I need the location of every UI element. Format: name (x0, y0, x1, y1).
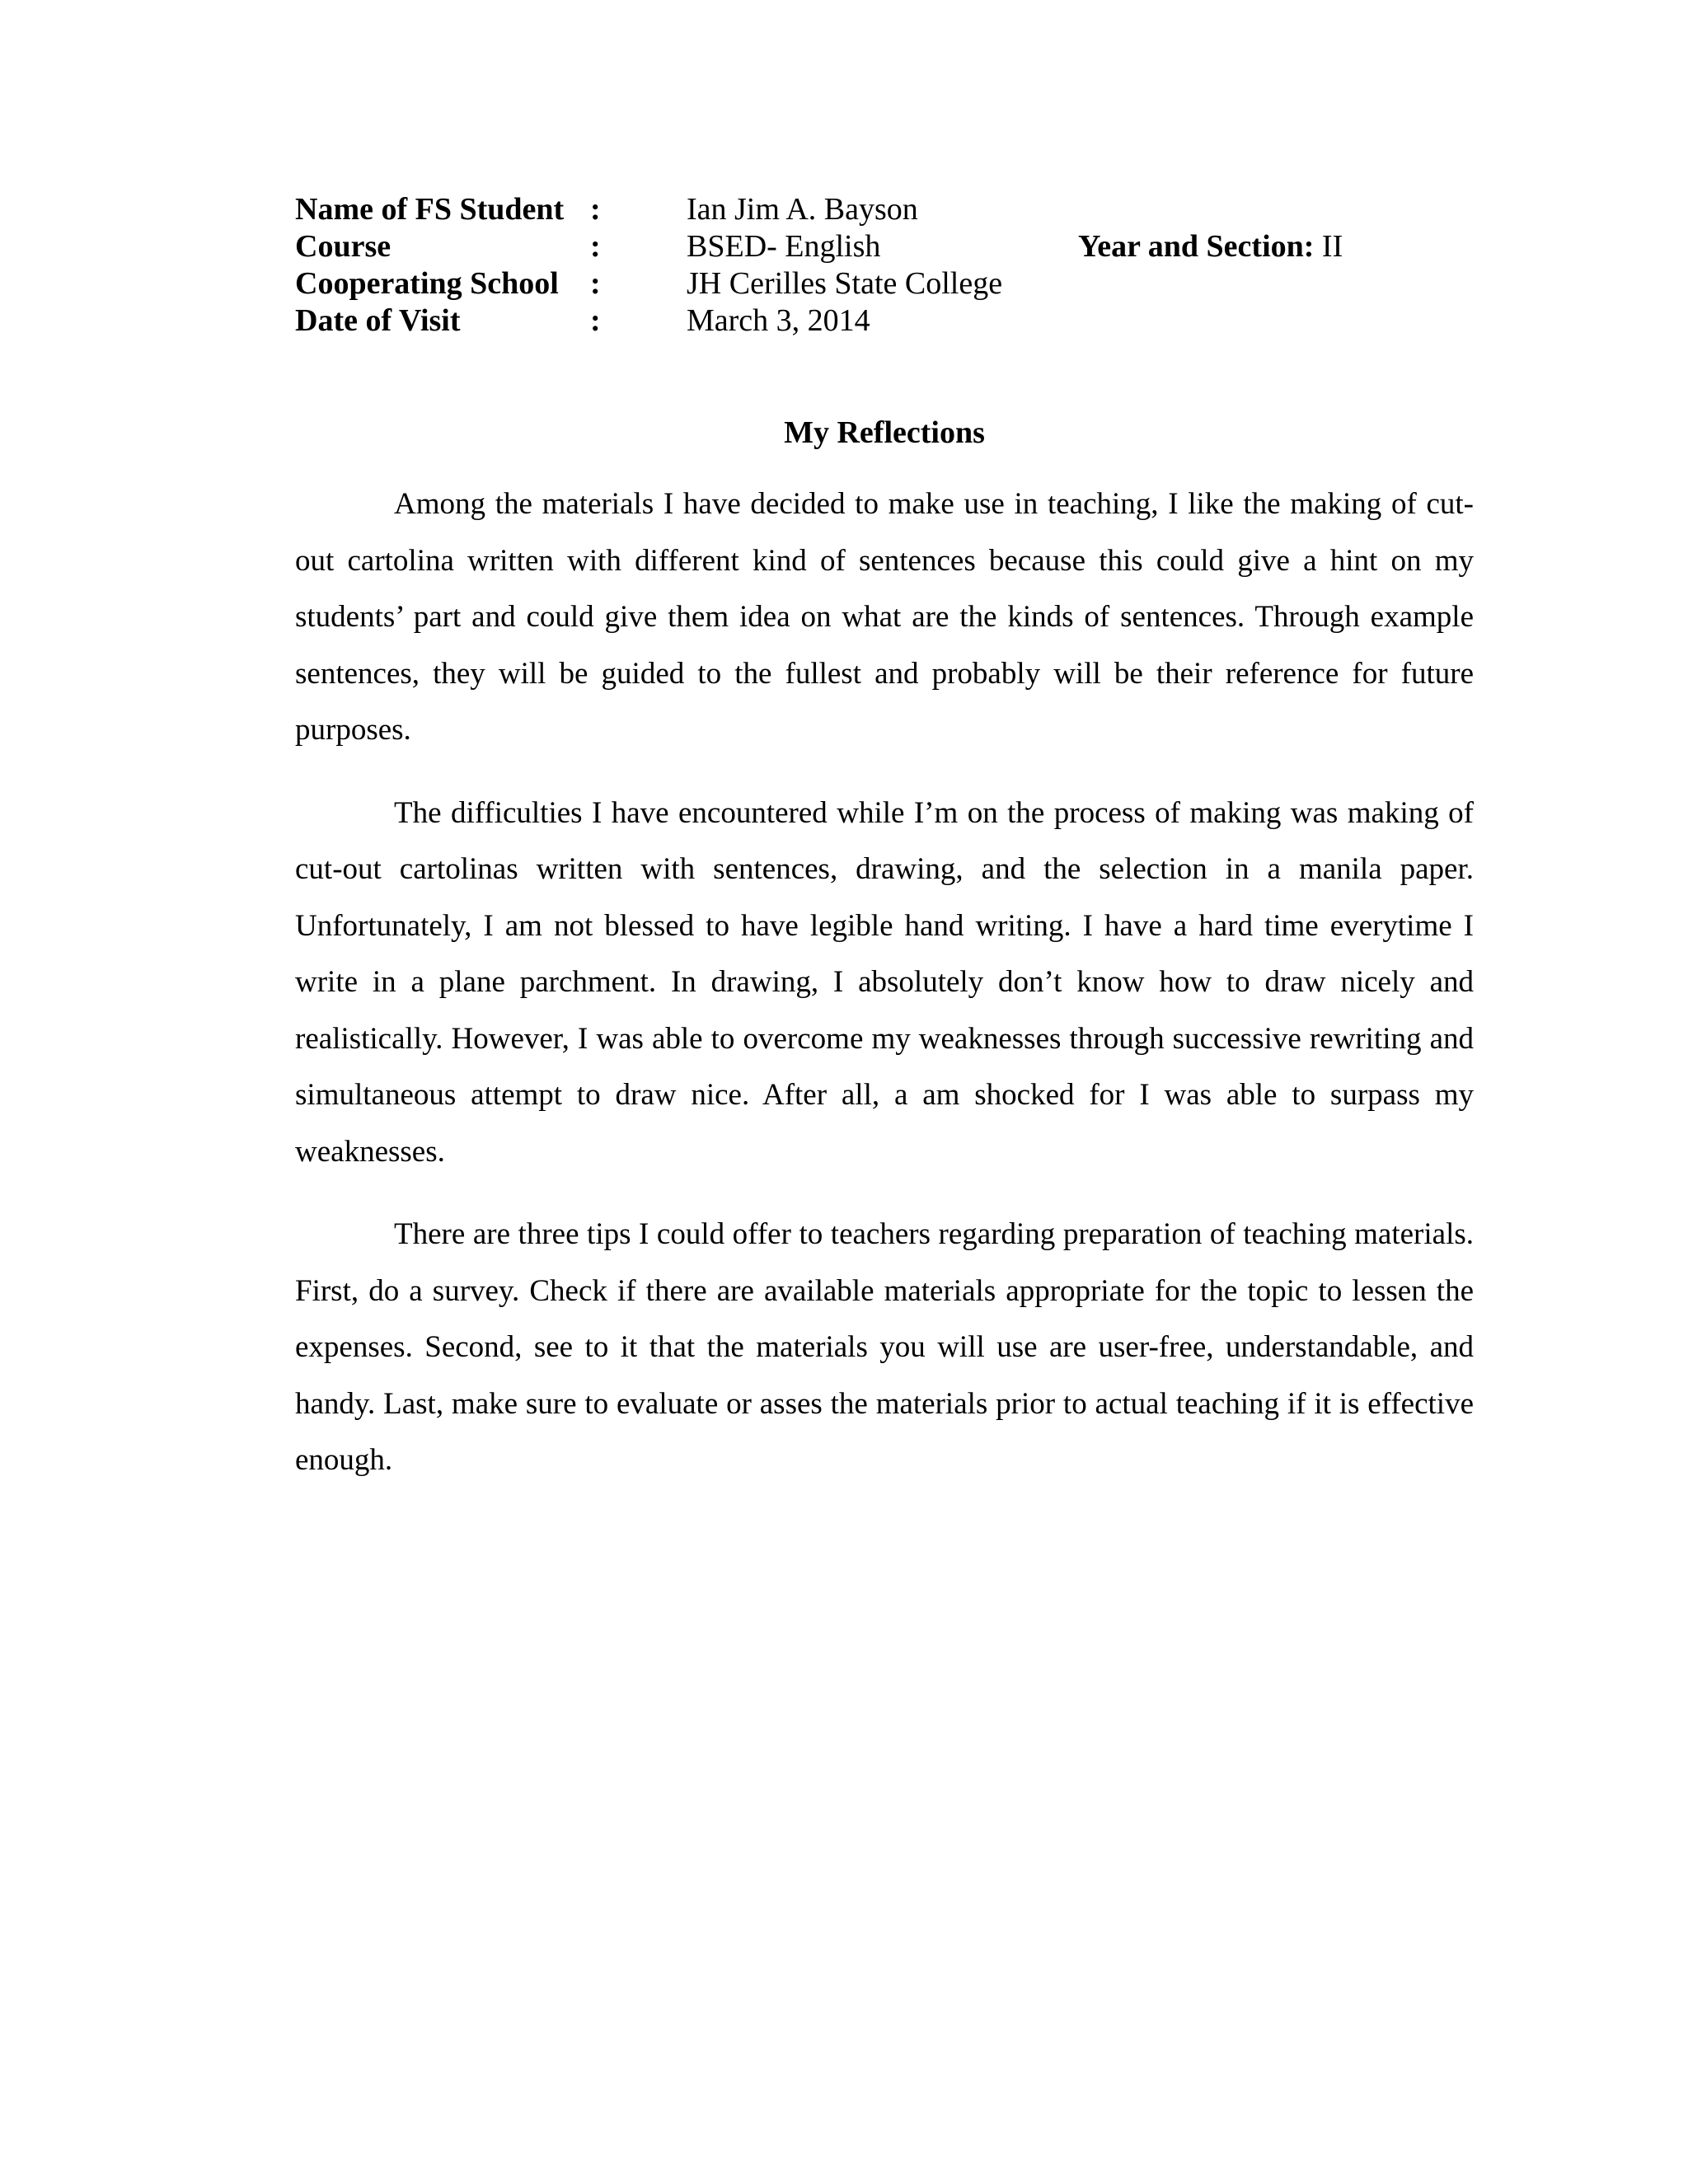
info-colon: : (590, 303, 601, 338)
page-title: My Reflections (784, 415, 985, 450)
year-section-label: Year and Section: (1078, 229, 1315, 264)
info-colon: : (590, 192, 601, 227)
info-row-date-of-visit (295, 302, 1474, 340)
info-label: Cooperating School (295, 266, 559, 301)
paragraph-3: There are three tips I could offer to teachers regarding preparation of teaching materials. First, do a survey. Check if there are available materials appropriate for the topic to lessen the expenses. Second, see to it that the materials you will use are user-free, understandable, and handy. Last, make sure to evaluate or asses the materials prior to actual teaching if it is effective enough. (295, 1217, 1474, 1477)
paragraph-2: The difficulties I have encountered while I’m on the process of making was making of cut-out cartolinas written with sentences, drawing, and the selection in a manila paper. Unfortunately, I am not blessed to have legible hand writing. I have a hard time everytime I write in a plane parchment. In drawing, I absolutely don’t know how to draw nicely and realistically. However, I was able to overcome my weaknesses through successive rewriting and simultaneous attempt to draw nice. After all, a am shocked for I was able to surpass my weaknesses. (295, 795, 1474, 1169)
year-section-value: II (1321, 229, 1343, 264)
info-colon: : (590, 266, 601, 301)
year-section (1078, 228, 1343, 265)
info-value: BSED- English (687, 229, 881, 264)
student-info-header (295, 191, 1474, 340)
info-row-cooperating-school (295, 265, 1474, 302)
reflection-body (295, 476, 1474, 1516)
info-row-course (295, 228, 1474, 265)
info-value: March 3, 2014 (687, 303, 870, 338)
info-label: Date of Visit (295, 303, 461, 338)
paragraph-1: Among the materials I have decided to make use in teaching, I like the making of cut-out cartolina written with different kind of sentences because this could give a hint on my students’ part and could give them idea on what are the kinds of sentences. Through example sentences, they will be guided to the fullest and probably will be their reference for future purposes. (295, 487, 1474, 747)
info-value: Ian Jim A. Bayson (687, 192, 918, 227)
info-colon: : (590, 229, 601, 264)
info-label: Name of FS Student (295, 192, 565, 227)
info-row-student-name (295, 191, 1474, 228)
info-value: JH Cerilles State College (687, 266, 1003, 301)
info-label: Course (295, 229, 392, 264)
